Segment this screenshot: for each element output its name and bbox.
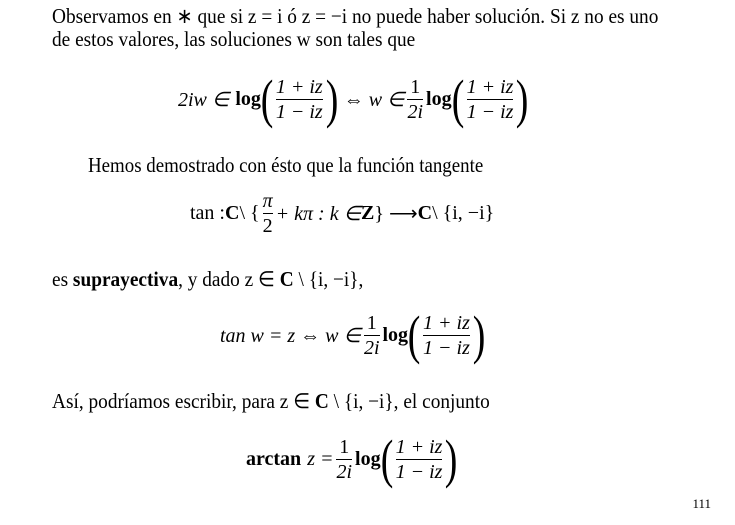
eq1-right-paren-2: ) [516, 69, 529, 129]
para3-mid: , y dado z ∈ [178, 267, 280, 291]
eq1-coef-num: 1 [410, 75, 421, 98]
eq1-fraction-2 [467, 76, 514, 123]
paragraph-intro-line-2: de estos valores, las soluciones w son tales que [52, 27, 416, 51]
eq4-coef-num: 1 [339, 435, 350, 458]
para4-pre: Así, podríamos escribir, para z ∈ [52, 389, 315, 413]
eq1-coef-den: 2i [407, 100, 424, 123]
eq4-left-paren: ( [380, 429, 393, 489]
paragraph-intro [52, 5, 658, 51]
eq3-coefficient [364, 312, 380, 359]
eq1-denominator-2: 1 − iz [466, 100, 514, 123]
para4-C: C [314, 389, 329, 413]
eq2-two: 2 [262, 215, 273, 237]
para3-bold: suprayectiva [72, 267, 179, 291]
eq3-numerator: 1 + iz [423, 311, 470, 334]
eq2-C1: C [225, 202, 240, 224]
eq1-denominator: 1 − iz [275, 100, 323, 123]
eq4-log: log [355, 447, 381, 470]
equation-tangent-map [190, 190, 494, 237]
equation-arctan [246, 429, 458, 489]
eq2-fraction [263, 190, 273, 237]
paragraph-surjective [52, 268, 363, 291]
eq3-coef-num: 1 [366, 311, 377, 334]
para3-post: \ {i, −i}, [293, 267, 364, 291]
eq1-log: log [235, 87, 261, 110]
eq1-left-paren-2: ( [451, 69, 464, 129]
eq4-coefficient [336, 436, 352, 483]
para3-pre: es [52, 267, 73, 291]
eq2-rest: \ {i, −i} [432, 202, 495, 224]
eq1-coefficient [407, 76, 423, 123]
eq4-fraction [396, 436, 443, 483]
eq2-kpi: + kπ : k ∈ [275, 203, 361, 225]
para3-C: C [279, 267, 294, 291]
paragraph-intro-line-1: Observamos en ∗ que si z = i ó z = −i no puede haber solución. Si z no es uno [52, 4, 659, 28]
eq1-numerator: 1 + iz [275, 75, 323, 98]
paragraph-arctan-set [52, 390, 490, 413]
eq2-Z: Z [361, 202, 375, 224]
eq1-log-2: log [426, 87, 452, 110]
eq2-setminus: \ { [239, 202, 260, 224]
eq3-lhs: tan w = z ⇔ w ∈ [220, 324, 361, 347]
eq2-C2: C [417, 202, 433, 224]
eq4-denominator: 1 − iz [395, 460, 443, 483]
eq3-fraction [423, 312, 470, 359]
eq3-denominator: 1 − iz [423, 336, 470, 359]
eq1-fraction [276, 76, 323, 123]
eq4-right-paren: ) [445, 429, 458, 489]
eq3-right-paren: ) [472, 305, 486, 365]
eq4-lhs: z = [307, 447, 334, 470]
eq2-tan: tan : [190, 202, 225, 224]
equation-log-solutions [178, 69, 529, 129]
equation-tan-inverse [220, 305, 486, 365]
eq1-lhs: 2iw ∈ [178, 88, 230, 111]
eq1-left-paren: ( [260, 69, 274, 129]
paragraph-tangent: Hemos demostrado con ésto que la función tangente [88, 153, 484, 177]
eq3-left-paren: ( [407, 305, 421, 365]
eq3-coef-den: 2i [363, 336, 380, 359]
eq2-close: } ⟶ [374, 203, 418, 225]
eq4-numerator: 1 + iz [395, 435, 443, 458]
eq4-arctan: arctan [246, 447, 302, 470]
para4-post: \ {i, −i}, el conjunto [328, 389, 490, 413]
eq1-numerator-2: 1 + iz [466, 75, 514, 98]
page-number: 111 [692, 496, 711, 511]
eq4-coef-den: 2i [336, 460, 353, 483]
eq3-log: log [382, 323, 409, 346]
eq1-right-paren: ) [325, 69, 339, 129]
eq2-pi: π [262, 190, 273, 212]
eq1-iff: ⇔ w ∈ [343, 88, 405, 111]
